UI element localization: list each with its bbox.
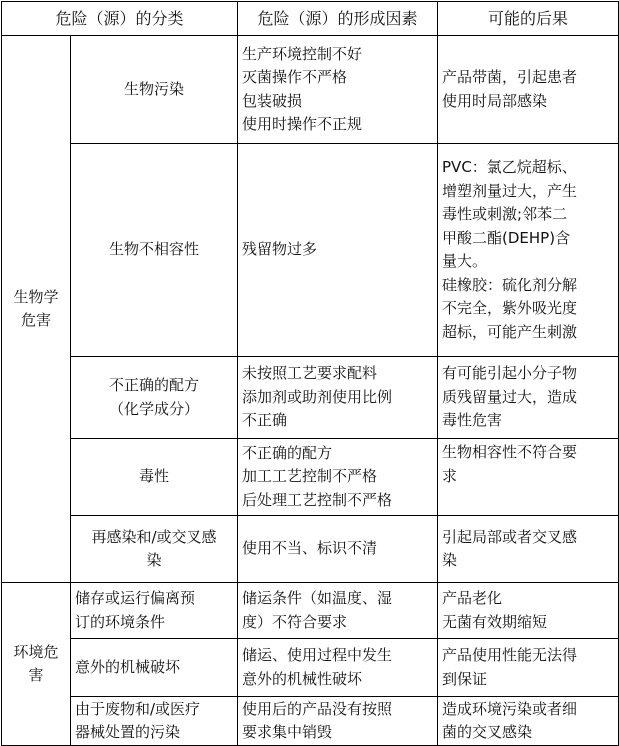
hazard-type <box>71 439 238 516</box>
category-environmental-hazard <box>2 583 71 746</box>
consequence-line: 硅橡胶：硫化剂分解 <box>442 275 578 294</box>
category-line: 生物学 <box>13 287 59 306</box>
type-line: 由于废物和/或医疗 <box>75 699 201 718</box>
table-row <box>2 639 619 697</box>
factor-line: 意外的机械性破坏 <box>242 669 363 688</box>
hazard-analysis-table <box>1 1 619 746</box>
consequence-line: 产品老化 <box>442 589 503 607</box>
consequence-line: 有可能引起小分子物 <box>442 364 578 383</box>
type-line: 储存或运行偏离预 <box>75 589 196 607</box>
type-line: 再感染和/或交叉感 <box>91 527 217 546</box>
consequence-line: 求 <box>442 466 458 485</box>
table-row <box>2 516 619 583</box>
factor-line: 残留物过多 <box>242 240 318 259</box>
factor-line: 生产环境控制不好 <box>242 44 363 63</box>
factor-line: 储运、使用过程中发生 <box>242 646 393 664</box>
consequence-line: PVC：氯乙烷超标、 <box>442 158 577 176</box>
hazard-factors <box>238 439 438 516</box>
consequence-line: 超标，可能产生刺激 <box>442 322 578 341</box>
factor-line: 储运条件（如温度、湿 <box>242 589 393 607</box>
hazard-consequences <box>438 639 619 697</box>
category-biological-hazard <box>2 36 71 583</box>
consequence-line: 菌的交叉感染 <box>442 723 533 741</box>
hazard-type <box>71 357 238 439</box>
type-line: 意外的机械破坏 <box>75 657 181 676</box>
header-possible-consequences: 可能的后果 <box>438 2 619 36</box>
type-line: 染 <box>146 551 162 569</box>
consequence-line: 染 <box>442 551 458 569</box>
table-row <box>2 36 619 144</box>
consequence-line: 质残留量过大，造成 <box>442 387 578 406</box>
hazard-type <box>71 144 238 357</box>
factor-line: 使用后的产品没有按照 <box>242 699 393 718</box>
hazard-factors <box>238 639 438 697</box>
hazard-consequences <box>438 144 619 357</box>
hazard-type <box>71 583 238 639</box>
factor-line: 加工工艺控制不严格 <box>242 467 378 486</box>
category-line: 害 <box>28 666 44 684</box>
hazard-type <box>71 639 238 697</box>
hazard-consequences <box>438 583 619 639</box>
consequence-line: 使用时局部感染 <box>442 91 548 110</box>
factor-line: 不正确 <box>242 411 288 430</box>
factor-line: 添加剂或助剂使用比例 <box>242 387 393 406</box>
hazard-factors <box>238 144 438 357</box>
consequence-line: 不完全，紫外吸光度 <box>442 299 578 317</box>
type-line: 订的环境条件 <box>75 612 166 631</box>
consequence-line: 量大。 <box>442 252 488 270</box>
hazard-factors <box>238 36 438 144</box>
consequence-line: 增塑剂量过大，产生 <box>442 181 578 200</box>
table-row <box>2 144 619 357</box>
consequence-line: 产品使用性能无法得 <box>442 646 578 664</box>
category-line: 危害 <box>20 311 51 329</box>
hazard-factors <box>238 516 438 583</box>
hazard-type <box>71 36 238 144</box>
factor-line: 度）不符合要求 <box>242 612 348 631</box>
consequence-line: 甲酸二酯(DEHP)含 <box>442 228 571 247</box>
type-line: 不正确的配方 <box>109 376 200 394</box>
hazard-consequences <box>438 516 619 583</box>
hazard-factors <box>238 357 438 439</box>
factor-line: 灭菌操作不严格 <box>242 68 348 86</box>
hazard-factors <box>238 583 438 639</box>
consequence-line: 造成环境污染或者细 <box>442 699 578 718</box>
factor-line: 不正确的配方 <box>242 443 333 462</box>
hazard-consequences <box>438 697 619 746</box>
factor-line: 包装破损 <box>242 91 303 110</box>
type-line: 生物不相容性 <box>109 240 200 259</box>
type-line: （化学成分） <box>109 399 200 418</box>
factor-line: 使用时操作不正规 <box>242 115 363 133</box>
hazard-factors <box>238 697 438 746</box>
table-row <box>2 583 619 639</box>
table-row <box>2 357 619 439</box>
type-line: 器械处置的污染 <box>75 723 181 741</box>
consequence-line: 毒性或刺激;邻苯二 <box>442 205 568 223</box>
hazard-consequences <box>438 439 619 516</box>
factor-line: 要求集中销毁 <box>242 723 333 741</box>
category-line: 环境危 <box>13 642 59 661</box>
hazard-type <box>71 697 238 746</box>
factor-line: 使用不当、标识不清 <box>242 539 378 558</box>
hazard-consequences <box>438 36 619 144</box>
hazard-type <box>71 516 238 583</box>
table-row <box>2 697 619 746</box>
consequence-line: 无菌有效期缩短 <box>442 612 548 631</box>
table-row <box>2 439 619 516</box>
consequence-line: 引起局部或者交叉感 <box>442 527 578 546</box>
type-line: 毒性 <box>139 467 170 486</box>
type-line: 生物污染 <box>124 79 185 98</box>
header-hazard-factors: 危险（源）的形成因素 <box>238 2 438 36</box>
hazard-consequences <box>438 357 619 439</box>
consequence-line: 到保证 <box>442 669 488 688</box>
factor-line: 未按照工艺要求配料 <box>242 364 378 383</box>
consequence-line: 生物相容性不符合要 <box>442 443 578 461</box>
consequence-line: 产品带菌，引起患者 <box>442 68 578 86</box>
header-hazard-classification: 危险（源）的分类 <box>2 2 238 36</box>
factor-line: 后处理工艺控制不严格 <box>242 490 393 509</box>
consequence-line: 毒性危害 <box>442 411 503 430</box>
table-header-row <box>2 2 619 36</box>
